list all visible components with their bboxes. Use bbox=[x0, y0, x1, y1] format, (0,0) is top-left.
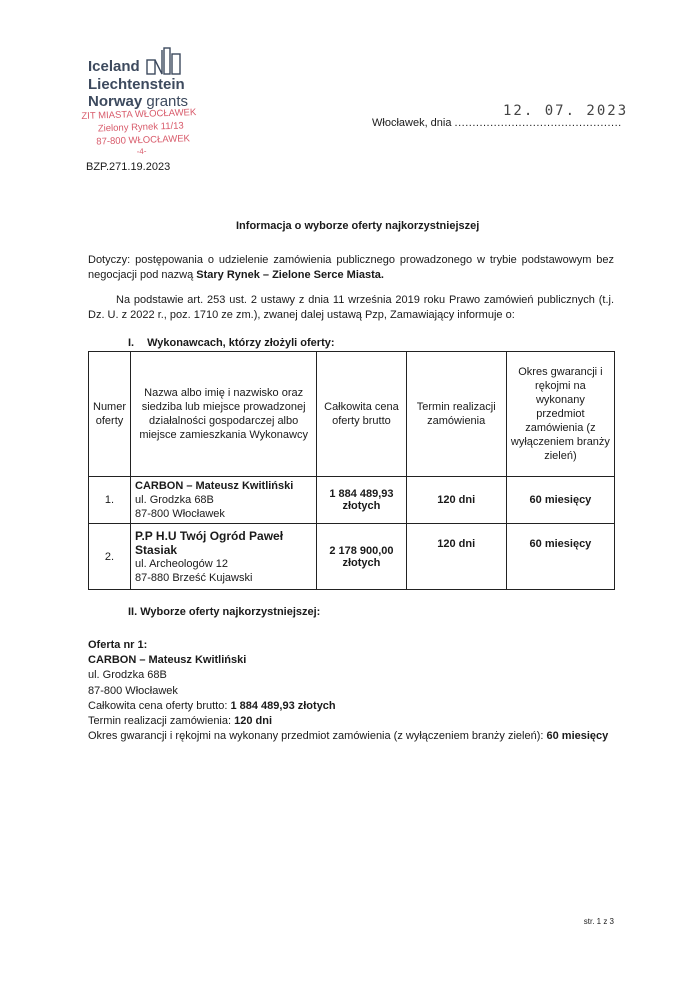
selected-offer bbox=[88, 638, 608, 744]
term-label: Termin realizacji zamówienia: bbox=[88, 715, 235, 728]
handwritten-date: 12. 07. 2023 bbox=[503, 103, 629, 119]
logo-norway-grants: Norway grants bbox=[88, 93, 189, 110]
section-1-number: I. bbox=[128, 337, 135, 349]
stamp-line-3: 87-800 WŁOCŁAWEK bbox=[96, 133, 191, 148]
price-label: Całkowita cena oferty brutto: bbox=[88, 699, 231, 712]
table-row bbox=[89, 524, 615, 590]
offer-price-currency: złotych bbox=[342, 500, 381, 512]
header-warranty: Okres gwarancji i rękojmi na wykonany przedmiot zamówienia (z wyłączeniem branży zieleń) bbox=[506, 352, 614, 477]
offer-term: 120 dni bbox=[406, 524, 506, 590]
section-1-heading bbox=[128, 337, 335, 349]
warranty-label: Okres gwarancji i rękojmi na wykonany przedmiot zamówienia (z wyłączeniem branży zieleń): bbox=[88, 730, 547, 743]
logo-liechtenstein: Liechtenstein bbox=[88, 76, 185, 93]
selected-offer-term bbox=[88, 714, 608, 729]
offer-price-value: 1 884 489,93 bbox=[329, 488, 394, 500]
offer-price bbox=[317, 524, 406, 590]
section-1-title: Wykonawcach, którzy złożyli oferty: bbox=[147, 337, 335, 349]
header-number: Numer oferty bbox=[89, 352, 131, 477]
offer-contractor bbox=[131, 524, 317, 590]
contractor-name: P.P H.U Twój Ogród Paweł Stasiak bbox=[135, 528, 284, 557]
offer-contractor bbox=[131, 477, 317, 524]
page-number: str. 1 z 3 bbox=[583, 917, 614, 926]
header-term: Termin realizacji zamówienia bbox=[406, 352, 506, 477]
offer-number: 1. bbox=[89, 477, 131, 524]
price-value: 1 884 489,93 złotych bbox=[230, 699, 336, 712]
contractor-street: ul. Grodzka 68B bbox=[135, 494, 214, 506]
table-header-row bbox=[89, 352, 615, 477]
offers-table bbox=[88, 351, 615, 590]
contractor-city: 87-880 Brześć Kujawski bbox=[135, 571, 253, 584]
selected-offer-street: ul. Grodzka 68B bbox=[88, 669, 167, 682]
header-name: Nazwa albo imię i nazwisko oraz siedziba lub miejsce prowadzonej działalności gospodarczej albo miejsce zamieszkania Wykonawcy bbox=[131, 352, 317, 477]
table-row bbox=[89, 477, 615, 524]
selected-offer-price bbox=[88, 699, 608, 714]
section-2-heading: II. Wyborze oferty najkorzystniejszej: bbox=[128, 606, 321, 618]
header-price: Całkowita cena oferty brutto bbox=[317, 352, 406, 477]
offer-price-currency: złotych bbox=[342, 556, 381, 569]
offer-price bbox=[317, 477, 406, 524]
subject-paragraph bbox=[88, 253, 614, 283]
stamp-mark: -4- bbox=[136, 146, 147, 157]
warranty-value: 60 miesięcy bbox=[546, 730, 609, 743]
offer-warranty: 60 miesięcy bbox=[506, 524, 614, 590]
date-dots: ............................................... bbox=[454, 117, 622, 129]
offer-term: 120 dni bbox=[406, 477, 506, 524]
logo-iceland: Iceland bbox=[88, 58, 140, 75]
selected-offer-name: CARBON – Mateusz Kwitliński bbox=[88, 654, 247, 667]
contractor-street: ul. Archeologów 12 bbox=[135, 557, 228, 570]
selected-offer-heading: Oferta nr 1: bbox=[88, 639, 148, 651]
offer-price-value: 2 178 900,00 bbox=[329, 544, 394, 557]
office-stamp bbox=[81, 106, 198, 158]
stamp-line-2: Zielony Rynek 11/13 bbox=[97, 120, 184, 135]
term-value: 120 dni bbox=[234, 715, 273, 728]
contractor-city: 87-800 Włocławek bbox=[135, 508, 225, 520]
place-label: Włocławek, dnia bbox=[372, 117, 452, 129]
grants-logo-icon bbox=[144, 46, 200, 76]
contractor-name: CARBON – Mateusz Kwitliński bbox=[135, 480, 294, 492]
selected-offer-city: 87-800 Włocławek bbox=[88, 684, 178, 697]
subject-text: Dotyczy: postępowania o udzielenie zamówienia publicznego prowadzonego w trybie podstawowym bez negocjacji pod nazwą bbox=[88, 254, 614, 281]
reference-number: BZP.271.19.2023 bbox=[86, 161, 171, 173]
eea-norway-grants-logo bbox=[88, 46, 248, 108]
project-name: Stary Rynek – Zielone Serce Miasta. bbox=[196, 269, 384, 281]
stamp-line-1: ZIT MIASTA WŁOCŁAWEK bbox=[81, 107, 197, 123]
legal-basis-paragraph: Na podstawie art. 253 ust. 2 ustawy z dnia 11 września 2019 roku Prawo zamówień publicznych (t.j. Dz. U. z 2022 r., poz. 1710 ze zm.), zwanej dalej ustawą Pzp, Zamawiający informuje o: bbox=[88, 294, 614, 321]
offer-warranty: 60 miesięcy bbox=[506, 477, 614, 524]
place-and-date bbox=[372, 117, 622, 129]
offer-number: 2. bbox=[89, 524, 131, 590]
document-title: Informacja o wyborze oferty najkorzystniejszej bbox=[236, 220, 480, 232]
selected-offer-warranty bbox=[88, 729, 608, 744]
